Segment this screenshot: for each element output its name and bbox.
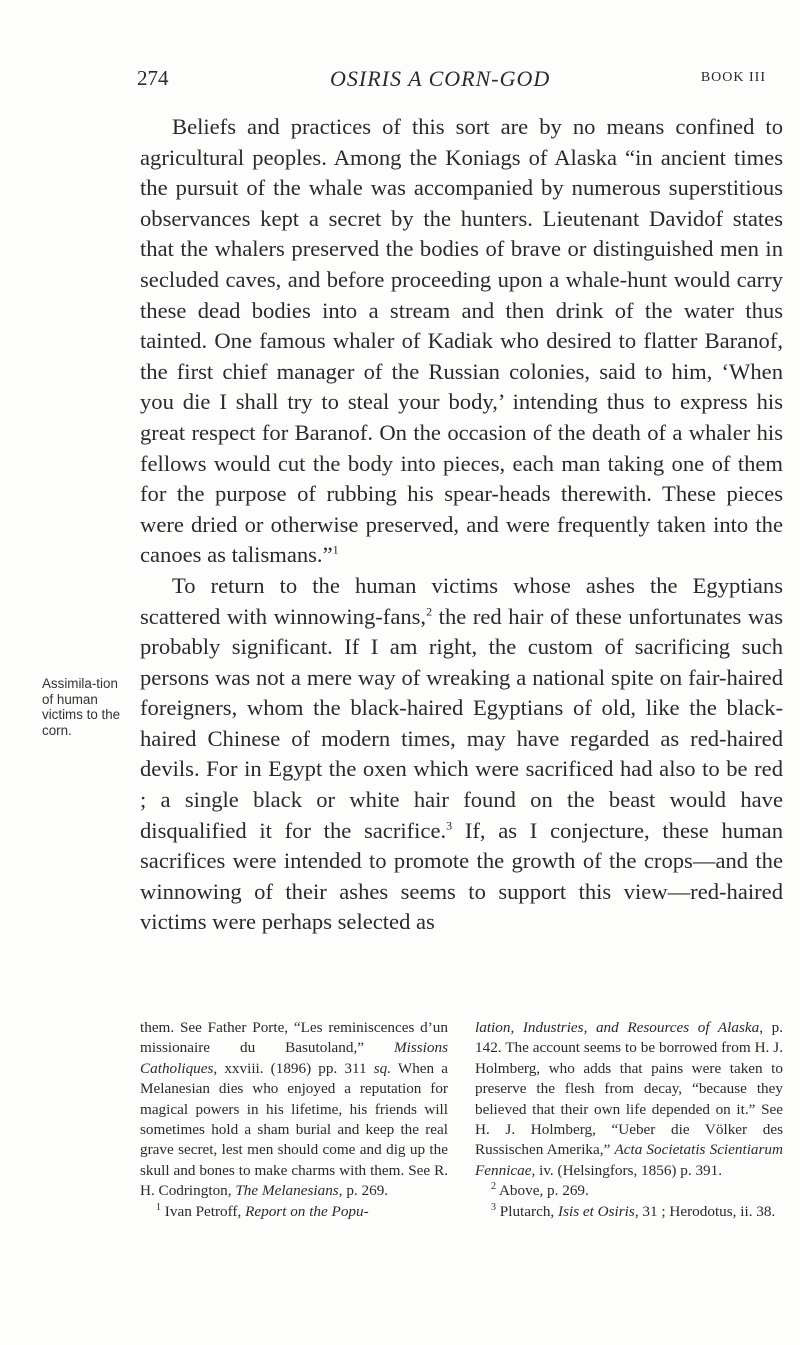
- fn-italic: The Melanesians: [235, 1182, 339, 1200]
- paragraph-2-text-b: the red hair of these unfortunates was probably significant. If I am right, the custom of sacrificing such persons was not a mere way of wreaking a national spite on fair-haired foreigners, whom the black-haired Egyptians of old, like the black-haired Chinese of modern times, may have regarded as red-haired devils. For in Egypt the oxen which were sacrificed had also to be red ; a single black or white hair found on the beast would have disqualified it for the sacrifice.: [140, 603, 784, 843]
- footnotes-left-column: [140, 1018, 448, 1222]
- fn-text: , p. 142. The account seems to be borrowed from H. J. Holmberg, who adds that pains were taken to preserve the flesh from decay, “because they believed that their own life depended on it.” See H. J. Holmberg, “Ueber die Völker des Russischen Amerika,”: [475, 1019, 784, 1159]
- fn-italic: lation, Industries, and Resources of Alaska: [475, 1019, 760, 1036]
- fn-text: , iv. (Helsingfors, 1856) p. 391.: [531, 1161, 723, 1179]
- page-number: 274: [137, 66, 169, 90]
- running-title: OSIRIS A CORN-GOD: [330, 66, 551, 91]
- fn-italic: Acta Societatis Scientiarum Fennicae: [475, 1141, 783, 1179]
- book-label: BOOK III: [700, 70, 766, 85]
- footnote-3-number: 3: [491, 1201, 496, 1213]
- paragraph-2-text-c: If, as I conjecture, these human sacrifices were intended to promote the growth of the crops—and the winnowing of their ashes seems to support this view—red-haired victims were perhaps selected as: [140, 817, 784, 935]
- footnote-ref-1: 1: [332, 542, 339, 557]
- footnotes: [140, 1018, 783, 1222]
- fn-text: Above, p. 269.: [496, 1182, 589, 1200]
- fn-text: , p. 269.: [338, 1182, 389, 1200]
- paragraph-1: [140, 112, 783, 571]
- fn-text: them. See Father Porte, “Les reminiscences d’un missionaire du Basutoland,”: [140, 1019, 448, 1057]
- fn-italic: Isis et Osiris: [558, 1202, 635, 1220]
- paragraph-1-text: Beliefs and practices of this sort are by no means confined to agricultural peoples. Among the Koniags of Alaska “in ancient times the pursuit of the whale was accompanied by numerous superstitious observances kept a secret by the hunters. Lieutenant Davidof states that the whalers preserved the bodies of brave or distinguished men in secluded caves, and before proceeding upon a whale-hunt would carry these dead bodies into a stream and then drink of the water thus tainted. One famous whaler of Kadiak who desired to flatter Baranof, the first chief manager of the Russian colonies, said to him, ‘When you die I shall try to steal your body,’ intending thus to express his great respect for Baranof. On the occasion of the death of a whaler his fellows would cut the body into pieces, each man taking one of them for the purpose of rubbing his spear-heads therewith. These pieces were dried or otherwise preserved, and were frequently taken into the canoes as talismans.”: [140, 114, 783, 568]
- footnote-1: [140, 1202, 448, 1222]
- page-header: [0, 66, 800, 96]
- fn-text: Ivan Petroff,: [161, 1202, 246, 1220]
- fn-text: , 31 ; Herodotus, ii. 38.: [634, 1202, 776, 1220]
- fn-text: When a Melanesian dies who enjoyed a reputation for magical powers in his lifetime, his friends will sometimes hold a sham burial and keep the real grave secret, lest men should come and dig up the skull and bones to make charms with them. See R. H. Codrington,: [140, 1059, 448, 1200]
- main-text: [140, 112, 783, 938]
- footnote-3: [475, 1202, 783, 1222]
- fn-text: , xxviii. (1896) pp. 311: [213, 1059, 374, 1077]
- paragraph-2: [140, 571, 783, 938]
- footnote-1-continuation: [475, 1018, 783, 1181]
- footnote-2: [475, 1181, 783, 1201]
- fn-italic: Report on the Popu-: [245, 1202, 369, 1220]
- footnote-ref-3: 3: [446, 818, 453, 833]
- margin-note: Assimila-tion of human victims to the corn.: [42, 676, 121, 738]
- paragraph-2-text-a: To return to the human victims whose ashes the Egyptians scattered with winnowing-fans,: [140, 572, 783, 629]
- fn-italic: Missions Catholiques: [140, 1039, 448, 1077]
- fn-text: Plutarch,: [496, 1202, 559, 1220]
- footnote-1-number: 1: [156, 1201, 161, 1213]
- footnote-continuation: [140, 1018, 448, 1202]
- footnote-2-number: 2: [491, 1181, 496, 1193]
- footnotes-right-column: [475, 1018, 783, 1222]
- footnote-ref-2: 2: [426, 603, 433, 618]
- fn-italic: sq.: [373, 1059, 392, 1077]
